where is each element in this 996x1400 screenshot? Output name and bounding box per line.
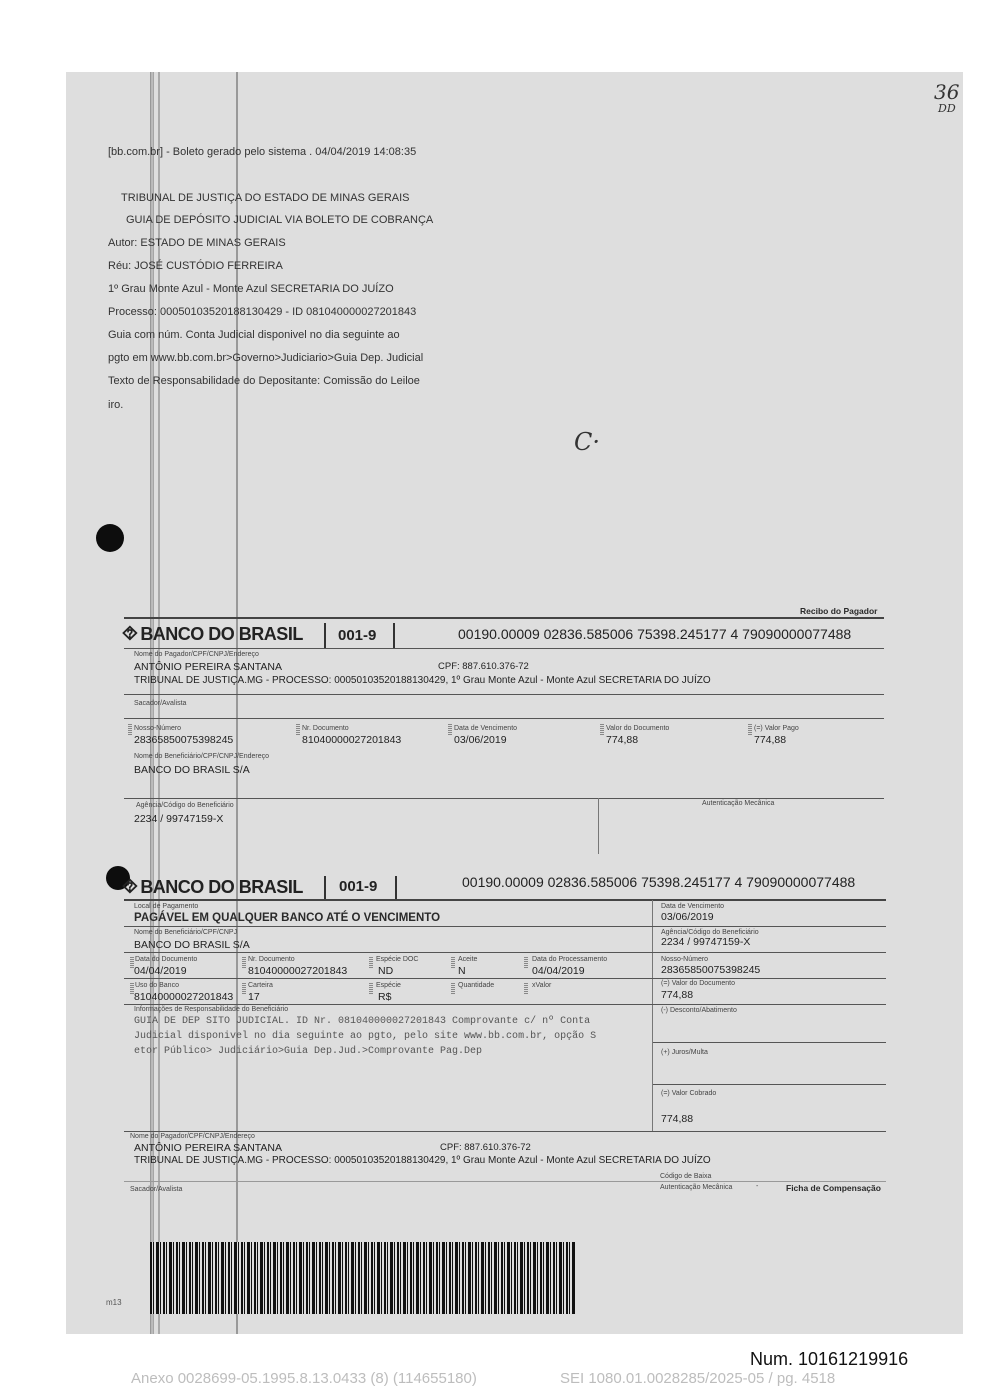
nosso-numero: 28365850075398245 [661, 964, 761, 976]
divider [324, 623, 326, 649]
divider [124, 899, 886, 901]
field-label: Data de Vencimento [661, 903, 725, 910]
digitable-line: 00190.00009 02836.585006 75398.245177 4 79090000077488 [462, 874, 856, 890]
field-marker [296, 724, 300, 736]
divider [653, 1042, 886, 1043]
pagador-name: ANTÔNIO PEREIRA SANTANA [134, 1142, 282, 1154]
field-label: Local de Pagamento [134, 903, 199, 910]
field-label: Quantidade [458, 982, 495, 989]
punch-hole [96, 524, 124, 552]
pagador-address: TRIBUNAL DE JUSTIÇA.MG - PROCESSO: 00050103520188130429, 1º Grau Monte Azul - Monte Azul SECRETARIA DO JUÍZO [134, 1155, 711, 1166]
ficha-title: Ficha de Compensação [786, 1183, 881, 1193]
divider [124, 978, 886, 979]
field-marker [451, 957, 455, 969]
divider [124, 648, 884, 649]
field-marker [451, 983, 455, 995]
especie-doc: ND [378, 965, 394, 977]
scanned-page [66, 72, 963, 1334]
aceite: N [458, 965, 466, 977]
field-label: Sacador/Avalista [134, 700, 187, 707]
field-label: Espécie [376, 982, 401, 989]
field-marker [242, 983, 246, 995]
field-label: Data do Processamento [532, 956, 608, 963]
field-marker [524, 957, 528, 969]
nr-documento: 81040000027201843 [248, 965, 348, 977]
divider [124, 798, 884, 799]
handwritten-mark: C· [574, 428, 600, 456]
header-line: Réu: JOSÉ CUSTÓDIO FERREIRA [108, 260, 283, 272]
divider [124, 1131, 886, 1132]
field-label: Data do Documento [135, 956, 198, 963]
bank-logo: ⯑ BANCO DO BRASIL [122, 623, 303, 645]
nr-documento: 81040000027201843 [302, 734, 402, 746]
beneficiario: BANCO DO BRASIL S/A [134, 939, 250, 951]
pagador-address: TRIBUNAL DE JUSTIÇA.MG - PROCESSO: 00050103520188130429, 1º Grau Monte Azul - Monte Azul SECRETARIA DO JUÍZO [134, 675, 711, 686]
nosso-numero: 28365850075398245 [134, 734, 234, 746]
separator-dash: - [756, 1183, 759, 1190]
valor-documento: 774,88 [606, 734, 639, 746]
field-label: Informações de Responsabilidade do Beneficiário [134, 1006, 289, 1013]
divider [124, 926, 886, 927]
field-label: (=) Valor Pago [754, 725, 799, 732]
field-label: Nosso-Número [661, 956, 709, 963]
field-marker [128, 724, 132, 736]
pagador-cpf: CPF: 887.610.376-72 [440, 1142, 531, 1153]
header-line: Guia com núm. Conta Judicial disponivel no dia seguinte ao [108, 329, 400, 341]
field-label: Nr. Documento [302, 725, 349, 732]
handwritten-initials: DD [938, 102, 956, 115]
field-label: Nome do Beneficiário/CPF/CNPJ [134, 929, 238, 936]
vencimento: 03/06/2019 [661, 911, 714, 923]
field-label: Agência/Código do Beneficiário [661, 929, 759, 936]
handwritten-page-number: 36 [934, 80, 960, 104]
field-marker [524, 983, 528, 995]
field-label: (=) Valor Cobrado [661, 1090, 717, 1097]
boleto-source-line: [bb.com.br] - Boleto gerado pelo sistema . 04/04/2019 14:08:35 [108, 146, 417, 158]
field-label: (-) Desconto/Abatimento [661, 1007, 737, 1014]
bb-logo-icon: ⯑ [122, 876, 138, 898]
digitable-line: 00190.00009 02836.585006 75398.245177 4 79090000077488 [458, 626, 852, 642]
field-marker [748, 724, 752, 736]
divider [124, 1181, 886, 1182]
field-label: Nosso-Número [134, 725, 182, 732]
carteira: 17 [248, 991, 260, 1003]
field-marker [600, 724, 604, 736]
field-label: Uso do Banco [135, 982, 179, 989]
header-line: GUIA DE DEPÓSITO JUDICIAL VIA BOLETO DE COBRANÇA [126, 214, 434, 226]
field-label: (=) Valor do Documento [661, 980, 735, 987]
divider [124, 718, 884, 719]
barcode [150, 1242, 576, 1314]
sei-reference: SEI 1080.01.0028285/2025-05 / pg. 4518 [560, 1370, 836, 1387]
header-line: Texto de Responsabilidade do Depositante: Comissão do Leiloe [108, 375, 420, 387]
divider [124, 694, 884, 695]
header-line: 1º Grau Monte Azul - Monte Azul SECRETARIA DO JUÍZO [108, 283, 394, 295]
divider [124, 1004, 886, 1005]
bank-logo: ⯑ BANCO DO BRASIL [122, 876, 303, 898]
info-line: etor Público> Judiciário>Guia Dep.Jud.>Comprovante Pag.Dep [134, 1046, 483, 1057]
scan-mark: m13 [106, 1298, 122, 1307]
agencia: 2234 / 99747159-X [661, 936, 751, 948]
field-label: Código de Baixa [660, 1173, 712, 1180]
header-line: pgto em www.bb.com.br>Governo>Judiciario>Guia Dep. Judicial [108, 352, 424, 364]
field-label: Carteira [248, 982, 273, 989]
info-line: Judicial disponivel no dia seguinte ao pgto, pelo site www.bb.com.br, opção S [134, 1031, 597, 1042]
info-line: GUIA DE DEP SITO JUDICIAL. ID Nr. 081040000027201843 Comprovante c/ nº Conta [134, 1016, 591, 1027]
bb-logo-icon: ⯑ [122, 623, 138, 645]
field-label: Nome do Pagador/CPF/CNPJ/Endereço [134, 651, 259, 658]
field-label: Autenticação Mecânica [660, 1184, 733, 1191]
field-label: Nome do Beneficiário/CPF/CNPJ/Endereço [134, 753, 270, 760]
field-label: Valor do Documento [606, 725, 670, 732]
vencimento: 03/06/2019 [454, 734, 507, 746]
header-line: Processo: 00050103520188130429 - ID 081040000027201843 [108, 306, 417, 318]
bank-code: 001-9 [339, 878, 378, 895]
divider [598, 798, 599, 854]
valor-cobrado: 774,88 [661, 1113, 694, 1125]
valor-documento: 774,88 [661, 989, 694, 1001]
field-label: Nome do Pagador/CPF/CNPJ/Endereço [130, 1133, 255, 1140]
field-label: Sacador/Avalista [130, 1186, 183, 1193]
field-label: Espécie DOC [376, 956, 419, 963]
bank-code: 001-9 [338, 627, 377, 644]
field-label: (+) Juros/Multa [661, 1049, 708, 1056]
document-number: Num. 10161219916 [750, 1349, 909, 1369]
agencia: 2234 / 99747159-X [134, 813, 224, 825]
field-marker [242, 957, 246, 969]
uso-banco: 81040000027201843 [134, 991, 234, 1003]
data-processamento: 04/04/2019 [532, 965, 585, 977]
header-line: TRIBUNAL DE JUSTIÇA DO ESTADO DE MINAS GERAIS [121, 192, 410, 204]
divider [395, 876, 397, 900]
local-pagamento: PAGÁVEL EM QUALQUER BANCO ATÉ O VENCIMENTO [134, 912, 441, 924]
divider [324, 876, 326, 900]
field-label: Data de Vencimento [454, 725, 518, 732]
field-label: Nr. Documento [248, 956, 295, 963]
field-label: xValor [532, 982, 552, 989]
header-line: Autor: ESTADO DE MINAS GERAIS [108, 237, 286, 249]
recibo-title: Recibo do Pagador [800, 606, 878, 616]
divider [393, 623, 395, 649]
pagador-name: ANTÔNIO PEREIRA SANTANA [134, 661, 282, 673]
divider [652, 900, 653, 1132]
especie: R$ [378, 991, 392, 1003]
field-label: Agência/Código do Beneficiário [136, 802, 234, 809]
field-label: Autenticação Mecânica [702, 800, 775, 807]
valor-pago: 774,88 [754, 734, 787, 746]
field-marker [448, 724, 452, 736]
data-documento: 04/04/2019 [134, 965, 187, 977]
divider [653, 1084, 886, 1085]
field-marker [369, 957, 373, 969]
beneficiario: BANCO DO BRASIL S/A [134, 764, 250, 776]
field-label: Aceite [458, 956, 478, 963]
pagador-cpf: CPF: 887.610.376-72 [438, 661, 529, 672]
annex-reference: Anexo 0028699-05.1995.8.13.0433 (8) (114655180) [131, 1370, 477, 1387]
divider [124, 952, 886, 953]
header-line: iro. [108, 399, 124, 411]
field-marker [369, 983, 373, 995]
divider [124, 617, 884, 619]
